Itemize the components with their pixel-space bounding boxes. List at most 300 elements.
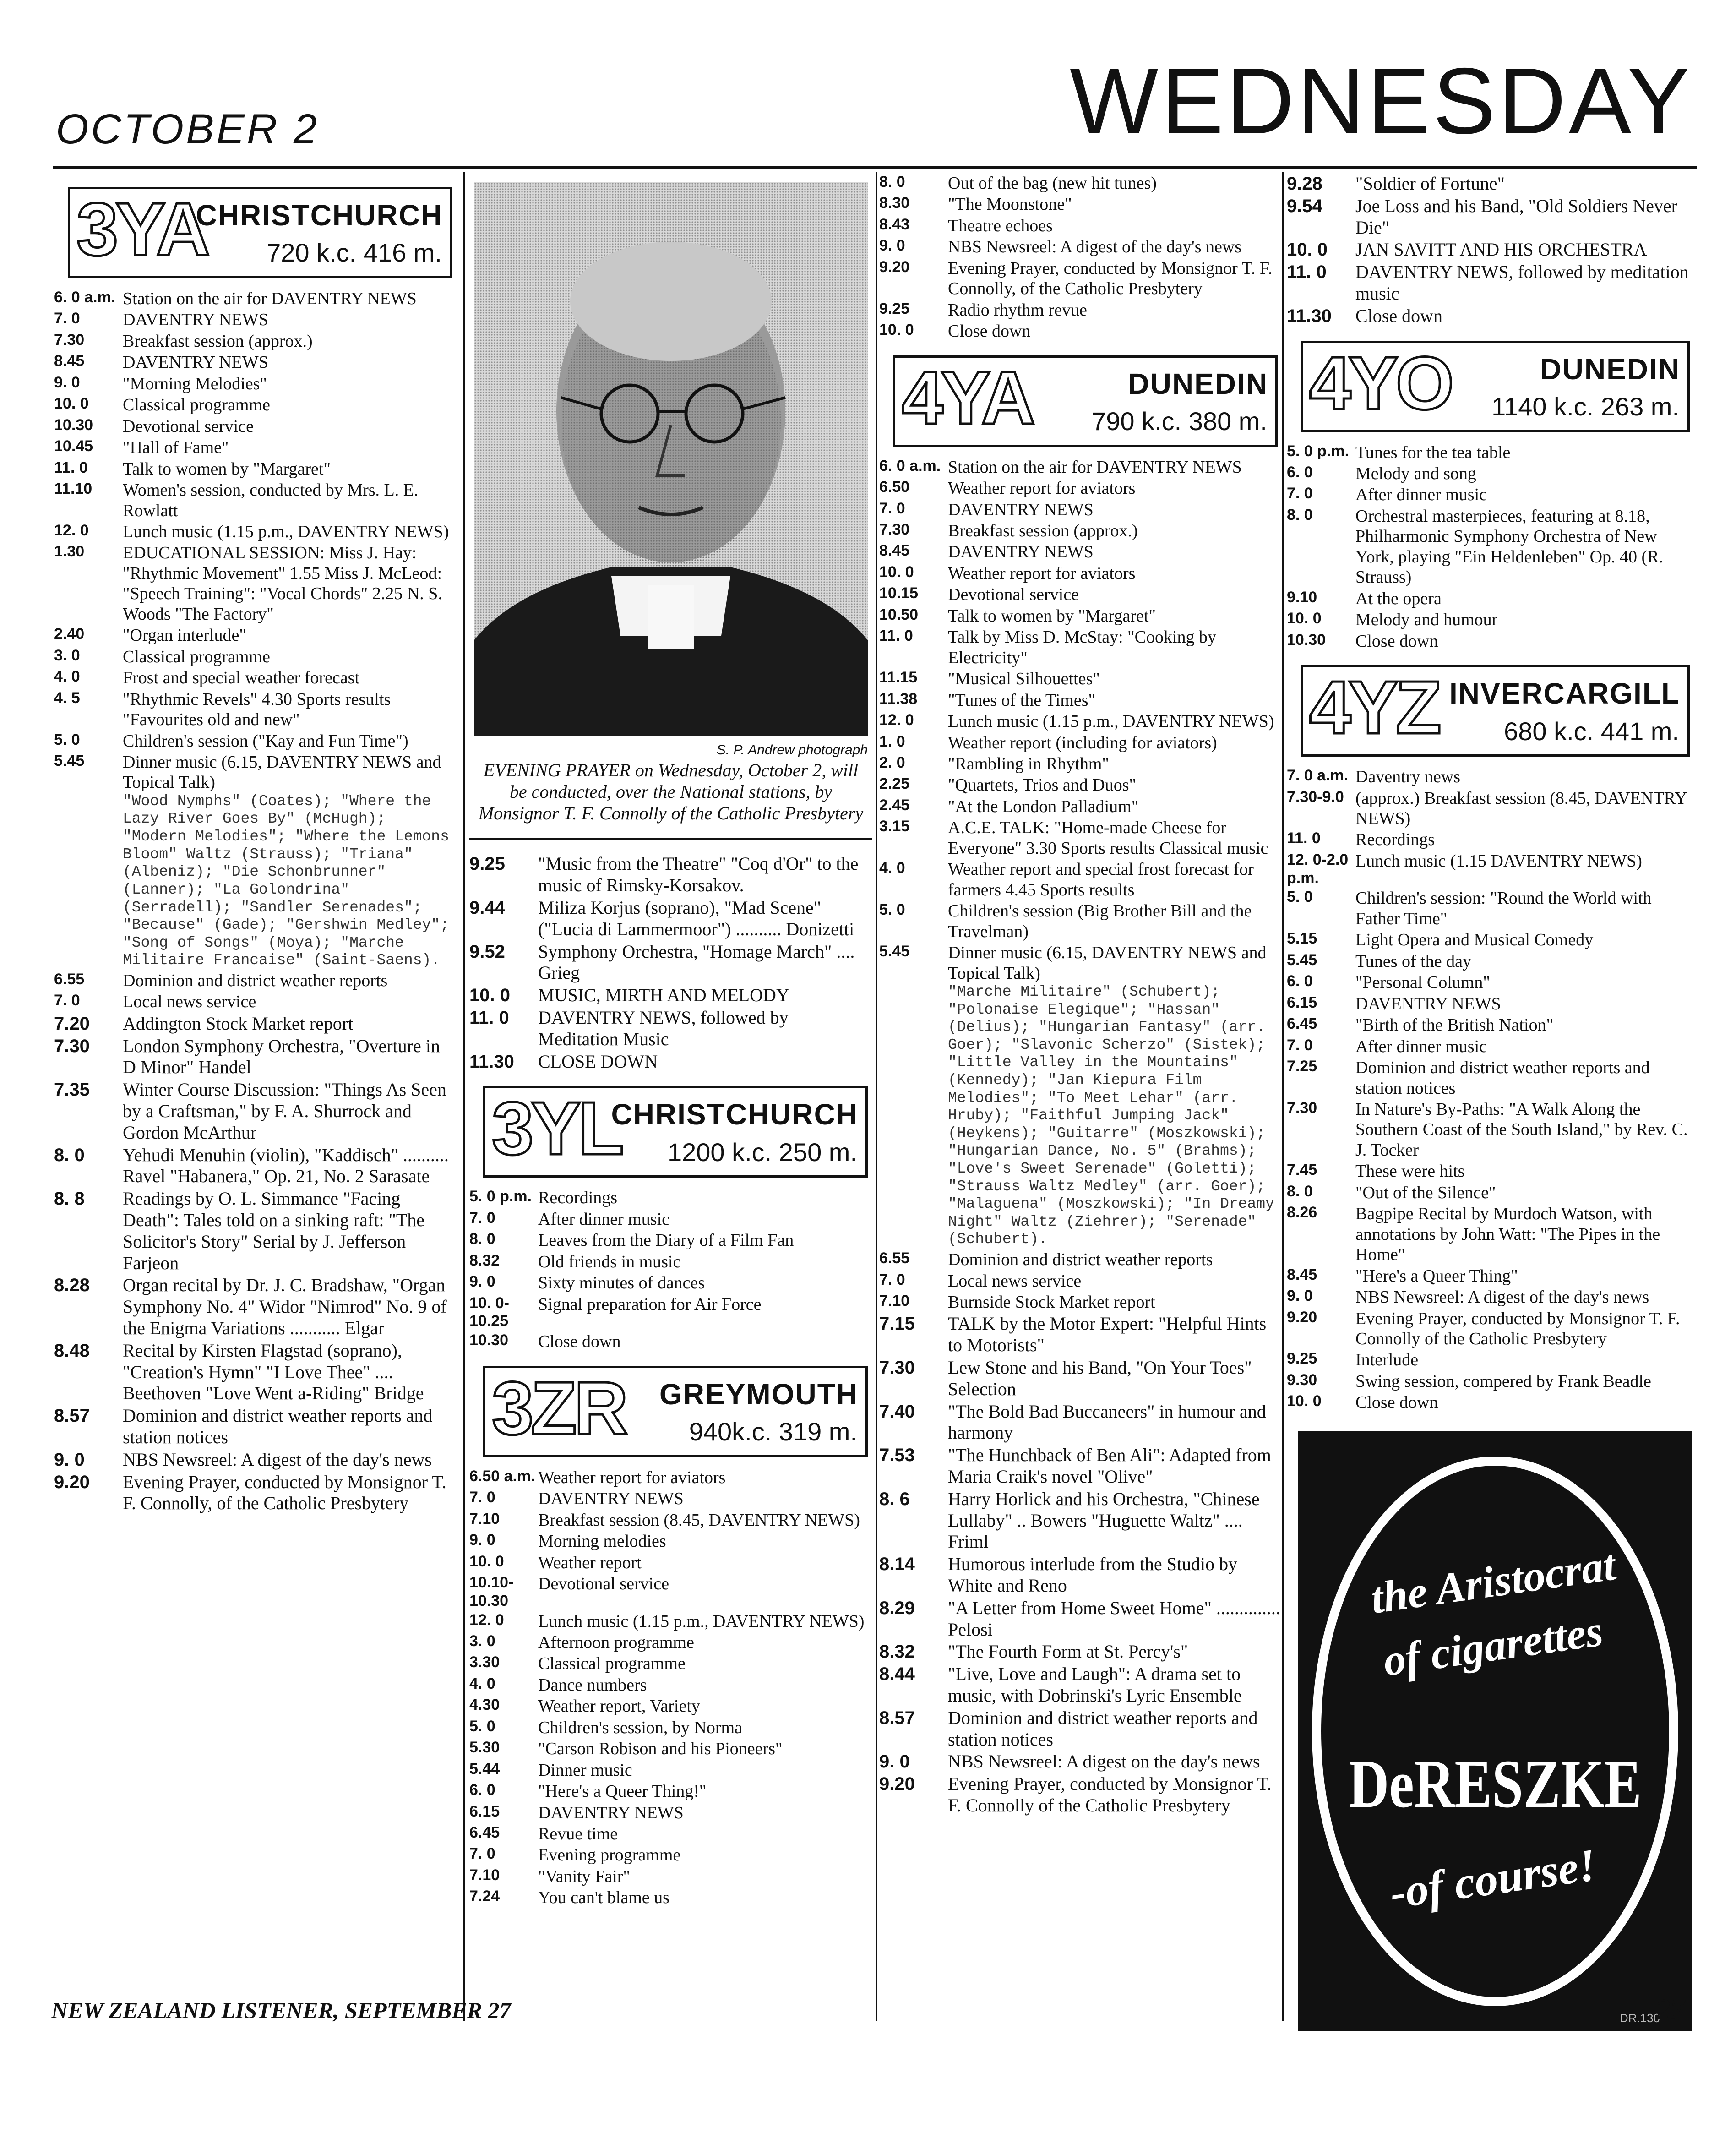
programme-entry — [54, 352, 457, 372]
programme-title-text: Lunch music (1.15 DAVENTRY NEWS) — [1355, 851, 1642, 871]
programme-title-text: Dance numbers — [538, 1675, 647, 1695]
programme-entry — [469, 1467, 872, 1488]
programme-title — [123, 1079, 457, 1143]
programme-time: 6.15 — [1287, 993, 1317, 1011]
programme-title-text: Talk to women by "Margaret" — [948, 606, 1156, 626]
programme-title — [948, 1641, 1282, 1663]
programme-title — [948, 321, 1282, 341]
programme-entry — [469, 1230, 872, 1250]
programme-title-text: Tunes for the tea table — [1355, 442, 1511, 462]
programme-title — [538, 1531, 872, 1551]
programme-time: 7. 0 — [469, 1489, 495, 1506]
programme-entry — [879, 457, 1282, 477]
programme-entry — [469, 1611, 872, 1631]
programme-title — [1355, 994, 1694, 1014]
programme-entry — [1287, 1309, 1694, 1349]
programme-title-text: Yehudi Menuhin (violin), "Kaddisch" .......... Ravel "Habanera," Op. 21, No. 2 Sarasate — [123, 1144, 449, 1187]
programme-title-text: Lunch music (1.15 p.m., DAVENTRY NEWS) — [123, 522, 449, 541]
programme-list-3ya-evening — [54, 1013, 457, 1514]
programme-detail: "Marche Militaire" (Schubert); "Polonaise Elegique"; "Hassan" (Delius); "Hungarian Fantasy" (arr. Goer); "Slavonic Scherzo" (Sistek); "Little Valley in the Mountains" (Kennedy); "Jan Kiepura Film Melodies"; "To Meet Lehar" (arr. Hruby); "Faithful Jumping Jack" (Heykens); "Guitarre" (Moszkowski); "Hungarian Dance, No. 5" (Brahms); "Love's Sweet Serenade" (Goletti); "Strauss Waltz Medley" (arr. Goer); "Malaguena" (Moszkowski); "In Dreamy Night" Waltz (Ziehrer); "Serenade" (Schubert). — [948, 983, 1274, 1248]
programme-entry — [1287, 610, 1694, 630]
programme-title-text: "Organ interlude" — [123, 626, 246, 645]
programme-title-text: Humorous interlude from the Studio by White and Reno — [948, 1554, 1238, 1596]
programme-time: 9.10 — [1287, 588, 1317, 606]
programme-time: 8.43 — [879, 215, 910, 233]
programme-title — [123, 1036, 457, 1079]
programme-time: 5.45 — [54, 752, 85, 769]
programme-time: 7.30 — [1287, 1099, 1317, 1117]
programme-title — [948, 1271, 1282, 1291]
programme-entry — [879, 173, 1282, 193]
programme-entry — [879, 1598, 1282, 1641]
programme-entry — [879, 584, 1282, 605]
programme-time: 9.30 — [1287, 1371, 1317, 1389]
programme-title — [1355, 1392, 1694, 1413]
weekday-heading: WEDNESDAY — [1069, 49, 1692, 153]
programme-title — [538, 941, 872, 984]
programme-entry — [1287, 888, 1694, 929]
programme-title-text: Evening Prayer, conducted by Monsignor T. F. Connolly of the Catholic Presbytery — [948, 1773, 1272, 1816]
programme-time: 8.32 — [879, 1642, 915, 1662]
programme-time: 10.15 — [879, 584, 919, 602]
programme-time: 9. 0 — [54, 1449, 85, 1470]
programme-title-text: Talk to women by "Margaret" — [123, 459, 331, 479]
programme-title-text: Harry Horlick and his Orchestra, "Chinese Lullaby" .. Bowers "Huguette Waltz" .... Friml — [948, 1488, 1260, 1552]
programme-entry — [879, 542, 1282, 562]
programme-title — [123, 522, 457, 542]
column-1 — [54, 173, 457, 2021]
programme-title — [1355, 1099, 1694, 1160]
programme-title — [538, 853, 872, 896]
programme-title — [1355, 1309, 1694, 1349]
programme-title-text: Recordings — [538, 1188, 618, 1208]
programme-time: 7. 0 — [1287, 485, 1313, 502]
programme-entry — [54, 480, 457, 521]
programme-title-text: Radio rhythm revue — [948, 300, 1087, 320]
programme-title-text: Signal preparation for Air Force — [538, 1294, 762, 1314]
issue-date: OCTOBER 2 — [56, 106, 319, 153]
programme-entry — [54, 992, 457, 1012]
programme-time: 9. 0 — [879, 1751, 910, 1772]
programme-title — [1355, 1287, 1694, 1307]
programme-time: 3.30 — [469, 1653, 500, 1671]
programme-title-text: Weather report for aviators — [538, 1467, 726, 1487]
programme-entry — [469, 1866, 872, 1887]
programme-title — [1355, 930, 1694, 950]
station-frequency: 790 k.c. 380 m. — [1092, 407, 1267, 436]
programme-title-text: Evening Prayer, conducted by Monsignor T. F. Connolly, of the Catholic Presbytery — [123, 1471, 446, 1514]
programme-time: 6. 0 — [1287, 972, 1313, 990]
programme-title-text: "Hall of Fame" — [123, 438, 229, 458]
programme-time: 9. 0 — [469, 1273, 495, 1291]
programme-entry — [879, 1751, 1282, 1773]
programme-entry — [54, 374, 457, 394]
programme-title-text: NBS Newsreel: A digest of the day's news — [123, 1449, 432, 1470]
programme-entry — [54, 1188, 457, 1274]
station-city: INVERCARGILL — [1449, 677, 1680, 710]
programme-title — [1355, 888, 1694, 929]
programme-title-text: Close down — [1355, 631, 1438, 651]
programme-time: 5.45 — [879, 943, 910, 960]
programme-title-text: Organ recital by Dr. J. C. Bradshaw, "Organ Symphony No. 4" Widor "Nimrod" No. 9 of the Enigma Variations ........... Elgar — [123, 1275, 447, 1339]
programme-entry — [1287, 851, 1694, 888]
programme-title — [1355, 788, 1694, 829]
programme-time: 11.10 — [54, 480, 93, 498]
programme-title — [538, 1845, 872, 1865]
programme-title — [538, 1888, 872, 1908]
programme-title — [538, 1824, 872, 1844]
programme-title — [948, 1664, 1282, 1707]
programme-title — [1355, 1266, 1694, 1286]
programme-title-text: Breakfast session (approx.) — [948, 521, 1138, 540]
programme-title — [1355, 239, 1694, 261]
programme-title — [948, 606, 1282, 626]
programme-entry — [54, 459, 457, 479]
programme-entry — [879, 1707, 1282, 1751]
programme-entry — [1287, 506, 1694, 588]
programme-entry — [469, 1553, 872, 1573]
programme-title-text: Dinner music (6.15, DAVENTRY NEWS and Topical Talk) — [948, 943, 1267, 983]
programme-title-text: Close down — [948, 322, 1031, 341]
programme-time: 11. 0 — [54, 458, 88, 476]
programme-time: 9.54 — [1287, 196, 1322, 216]
programme-title — [123, 647, 457, 667]
programme-time: 6.45 — [1287, 1015, 1317, 1033]
programme-entry — [879, 1641, 1282, 1663]
programme-entry — [879, 859, 1282, 900]
programme-entry — [879, 754, 1282, 774]
programme-title-text: Out of the bag (new hit tunes) — [948, 174, 1157, 193]
programme-title-text: Classical programme — [123, 647, 270, 666]
programme-entry — [54, 1449, 457, 1471]
programme-title-text: Melody and song — [1355, 464, 1476, 484]
programme-title-text: Weather report — [538, 1553, 642, 1572]
programme-entry — [879, 194, 1282, 214]
ad-code: DR.130 — [1619, 2011, 1660, 2025]
programme-title — [1355, 1204, 1694, 1265]
programme-list-4yo — [1287, 442, 1694, 652]
programme-time: 7. 0 — [879, 1271, 905, 1288]
programme-title-text: After dinner music — [1355, 1036, 1487, 1056]
programme-title — [948, 859, 1282, 900]
programme-time: 5. 0 — [1287, 888, 1313, 906]
programme-entry — [469, 1510, 872, 1530]
programme-entry — [54, 1340, 457, 1404]
programme-title — [123, 480, 457, 521]
programme-time: 4. 5 — [54, 689, 80, 707]
programme-title — [1355, 1183, 1694, 1203]
programme-time: 7. 0 — [54, 310, 80, 327]
programme-entry — [54, 1275, 457, 1339]
programme-title-text: DAVENTRY NEWS — [123, 310, 268, 330]
programme-time: 8.48 — [54, 1340, 90, 1361]
programme-title-text: These were hits — [1355, 1162, 1465, 1181]
programme-title-text: "Quartets, Trios and Duos" — [948, 775, 1137, 795]
programme-title — [1355, 767, 1694, 787]
advertisement-artwork — [1298, 1431, 1692, 2031]
programme-title — [538, 1007, 872, 1050]
programme-entry — [469, 1675, 872, 1695]
programme-title — [948, 1313, 1282, 1356]
programme-entry — [54, 543, 457, 624]
programme-time: 5. 0 — [469, 1717, 495, 1735]
programme-time: 7. 0 — [54, 992, 80, 1009]
programme-title — [1355, 610, 1694, 630]
programme-time: 6.15 — [469, 1802, 500, 1820]
programme-entry — [469, 1845, 872, 1865]
programme-title — [123, 437, 457, 458]
programme-time: 8. 0 — [1287, 506, 1313, 524]
programme-title — [1355, 173, 1694, 195]
programme-time: 9.25 — [879, 300, 910, 317]
programme-time: 9.52 — [469, 941, 505, 962]
programme-entry — [469, 1888, 872, 1908]
programme-title — [123, 1013, 457, 1035]
programme-entry — [1287, 788, 1694, 829]
programme-time: 9.20 — [879, 258, 910, 276]
station-box-3ya — [68, 187, 452, 278]
programme-list-4ya-late — [1287, 173, 1694, 327]
programme-time: 10.50 — [879, 606, 919, 623]
programme-time: 9.25 — [1287, 1350, 1317, 1368]
programme-entry — [54, 416, 457, 436]
programme-entry — [1287, 631, 1694, 651]
programme-entry — [879, 775, 1282, 795]
programme-time: 9.25 — [469, 854, 505, 874]
programme-time: 7. 0 — [469, 1209, 495, 1227]
programme-entry — [54, 310, 457, 330]
programme-entry — [1287, 442, 1694, 463]
programme-title-text: "Rambling in Rhythm" — [948, 754, 1109, 774]
programme-title-text: Leaves from the Diary of a Film Fan — [538, 1231, 794, 1250]
programme-entry — [54, 625, 457, 645]
programme-entry — [1287, 239, 1694, 261]
station-code: 4YO — [1309, 341, 1452, 425]
programme-time: 8. 6 — [879, 1489, 910, 1509]
programme-title — [123, 1275, 457, 1339]
programme-title-text: Close down — [1355, 305, 1442, 326]
programme-title — [123, 971, 457, 991]
programme-title-text: Bagpipe Recital by Murdoch Watson, with annotations by John Watt: "The Pipes in the Home" — [1355, 1204, 1660, 1265]
programme-title — [1355, 972, 1694, 993]
programme-time: 7. 0 — [1287, 1036, 1313, 1054]
programme-title — [123, 352, 457, 372]
programme-time: 6. 0 — [1287, 464, 1313, 481]
portrait-image — [474, 182, 868, 736]
programme-title — [948, 194, 1282, 214]
programme-title — [123, 1472, 457, 1515]
programme-title-text: "Personal Column" — [1355, 973, 1490, 993]
programme-time: 8. 8 — [54, 1189, 85, 1209]
station-frequency: 720 k.c. 416 m. — [267, 238, 442, 267]
programme-title — [948, 818, 1282, 858]
programme-entry — [879, 796, 1282, 817]
programme-entry — [1287, 1015, 1694, 1035]
programme-entry — [1287, 305, 1694, 327]
programme-time: 11. 0 — [879, 627, 913, 645]
programme-title-text: DAVENTRY NEWS — [948, 542, 1094, 562]
programme-entry — [879, 1554, 1282, 1597]
programme-title — [948, 943, 1282, 1249]
column-divider — [1282, 172, 1284, 2021]
programme-time: 7.10 — [469, 1510, 500, 1527]
programme-entry — [1287, 1036, 1694, 1057]
programme-title-text: Dominion and district weather reports — [123, 971, 388, 990]
programme-title — [123, 1145, 457, 1188]
programme-entry — [54, 1079, 457, 1143]
programme-title — [948, 457, 1282, 477]
programme-title — [123, 543, 457, 624]
programme-title — [948, 300, 1282, 320]
programme-entry — [54, 289, 457, 309]
column-divider — [876, 172, 877, 2021]
programme-title — [948, 627, 1282, 668]
footer-publication: NEW ZEALAND LISTENER, SEPTEMBER 27 — [51, 1997, 511, 2023]
programme-title-text: "Vanity Fair" — [538, 1866, 630, 1886]
programme-title — [123, 374, 457, 394]
programme-time: 11.30 — [469, 1051, 514, 1072]
programme-entry — [54, 647, 457, 667]
programme-entry — [54, 437, 457, 458]
programme-time: 6.55 — [879, 1249, 910, 1267]
programme-title-text: Lew Stone and his Band, "On Your Toes" Selection — [948, 1357, 1252, 1399]
portrait-photo — [474, 182, 868, 736]
programme-title — [1355, 1371, 1694, 1391]
station-box-4yo — [1301, 341, 1690, 432]
programme-title — [123, 1188, 457, 1274]
programme-time: 1.30 — [54, 543, 85, 561]
programme-title-text: Classical programme — [538, 1654, 686, 1674]
programme-time: 5. 0 — [54, 731, 80, 748]
programme-time: 7.30 — [54, 331, 85, 349]
programme-title — [538, 1209, 872, 1229]
programme-entry — [469, 1051, 872, 1073]
programme-time: 10. 0 — [469, 985, 510, 1006]
programme-time: 9. 0 — [469, 1531, 495, 1549]
programme-title-text: Talk by Miss D. McStay: "Cooking by Electricity" — [948, 627, 1217, 667]
programme-time: 5. 0 — [879, 901, 905, 919]
programme-title-text: Close down — [538, 1332, 621, 1352]
programme-title — [948, 733, 1282, 753]
programme-title — [948, 584, 1282, 605]
programme-title-text: NBS Newsreel: A digest of the day's news — [948, 237, 1242, 257]
programme-time: 10. 0 — [1287, 240, 1328, 260]
programme-title-text: Local news service — [948, 1271, 1082, 1291]
programme-title — [948, 669, 1282, 689]
programme-entry — [879, 1313, 1282, 1356]
programme-detail: "Wood Nymphs" (Coates); "Where the Lazy River Goes By" (McHugh); "Modern Melodies"; "Where the Lemons Bloom" Waltz (Strauss); "Triana" (Albeniz); "Die Schonbrunner" (Lanner); "La Golondrina" (Serradell); "Sandler Serenades"; "Because" (Gade); "Gershwin Medley"; "Song of Songs" (Moya); "Marche Militaire Francaise" (Saint-Saens). — [123, 792, 449, 969]
programme-entry — [1287, 1099, 1694, 1160]
programme-title-text: "Here's a Queer Thing!" — [538, 1782, 707, 1801]
programme-title-text: Frost and special weather forecast — [123, 668, 360, 688]
programme-title — [1355, 464, 1694, 484]
programme-title-text: Evening Prayer, conducted by Monsignor T. F. Connolly of the Catholic Presbytery — [1355, 1309, 1680, 1348]
programme-entry — [879, 563, 1282, 584]
programme-title — [948, 478, 1282, 498]
programme-title-text: Close down — [1355, 1393, 1438, 1413]
programme-title — [1355, 442, 1694, 463]
programme-time: 3.15 — [879, 818, 910, 835]
programme-entry — [469, 1209, 872, 1229]
programme-title — [948, 711, 1282, 731]
programme-entry — [879, 1401, 1282, 1444]
programme-title-text: Classical programme — [123, 395, 270, 415]
programme-entry — [469, 1252, 872, 1272]
programme-time: 7.30 — [54, 1036, 90, 1056]
programme-time: 4.30 — [469, 1696, 500, 1714]
programme-title-text: NBS Newsreel: A digest on the day's news — [948, 1751, 1260, 1772]
programme-title — [123, 1449, 457, 1471]
programme-time: 7.10 — [879, 1292, 910, 1309]
programme-title-text: Weather report for aviators — [948, 563, 1136, 583]
station-city: CHRISTCHURCH — [611, 1098, 858, 1131]
programme-time: 9.20 — [1287, 1308, 1317, 1326]
programme-time: 8.57 — [879, 1707, 915, 1728]
programme-entry — [879, 818, 1282, 858]
programme-time: 4. 0 — [54, 668, 80, 686]
programme-title-text: Recital by Kirsten Flagstad (soprano), "Creation's Hymn" "I Love Thee" .... Beethoven "Love Went a-Riding" Bridge — [123, 1340, 424, 1404]
programme-title — [948, 690, 1282, 710]
programme-entry — [469, 1331, 872, 1352]
programme-title — [948, 1598, 1282, 1641]
programme-title — [123, 625, 457, 645]
programme-title — [123, 689, 457, 730]
programme-title-text: DAVENTRY NEWS, followed by Meditation Music — [538, 1007, 789, 1049]
programme-title — [123, 1405, 457, 1448]
programme-title-text: "Music from the Theatre" "Coq d'Or" to the music of Rimsky-Korsakov. — [538, 853, 859, 896]
programme-entry — [54, 752, 457, 970]
programme-title-text: "Here's a Queer Thing" — [1355, 1266, 1518, 1286]
programme-time: 7.53 — [879, 1445, 915, 1466]
programme-list-3yl — [469, 1188, 872, 1352]
programme-title — [538, 1675, 872, 1695]
programme-title — [1355, 589, 1694, 609]
programme-title — [948, 1707, 1282, 1751]
column-divider — [463, 172, 465, 2021]
programme-title-text: Dominion and district weather reports and station notices — [948, 1707, 1258, 1750]
programme-title-text: Dinner music — [538, 1760, 632, 1780]
programme-title-text: Sixty minutes of dances — [538, 1273, 705, 1293]
column-2 — [469, 173, 872, 2021]
programme-time: 9.44 — [469, 898, 505, 918]
station-code: 3ZR — [492, 1366, 626, 1450]
programme-title — [948, 542, 1282, 562]
programme-entry — [469, 1531, 872, 1551]
programme-title-text: Old friends in music — [538, 1252, 681, 1271]
programme-title — [948, 1773, 1282, 1817]
programme-time: 7.20 — [54, 1013, 90, 1034]
programme-title — [538, 1553, 872, 1573]
programme-time: 12. 0 — [879, 711, 914, 729]
programme-entry — [1287, 196, 1694, 239]
programme-title-text: Tunes of the day — [1355, 951, 1471, 971]
programme-entry — [54, 1472, 457, 1515]
station-box-3yl — [483, 1086, 868, 1178]
programme-time: 11.38 — [879, 690, 918, 708]
programme-title-text: "Tunes of the Times" — [948, 690, 1096, 710]
programme-time: 4. 0 — [469, 1675, 495, 1692]
programme-title-text: "Live, Love and Laugh": A drama set to music, with Dobrinski's Lyric Ensemble — [948, 1664, 1242, 1706]
programme-time: 10. 0 — [1287, 610, 1322, 627]
photo-credit: S. P. Andrew photograph — [716, 742, 868, 758]
programme-time: 11. 0 — [1287, 829, 1321, 847]
programme-title-text: Station on the air for DAVENTRY NEWS — [123, 289, 417, 308]
station-box-4ya — [893, 355, 1278, 447]
station-frequency: 1140 k.c. 263 m. — [1491, 392, 1679, 421]
programme-title — [948, 563, 1282, 584]
programme-time: 2.25 — [879, 775, 910, 793]
programme-time: 7.40 — [879, 1401, 915, 1422]
